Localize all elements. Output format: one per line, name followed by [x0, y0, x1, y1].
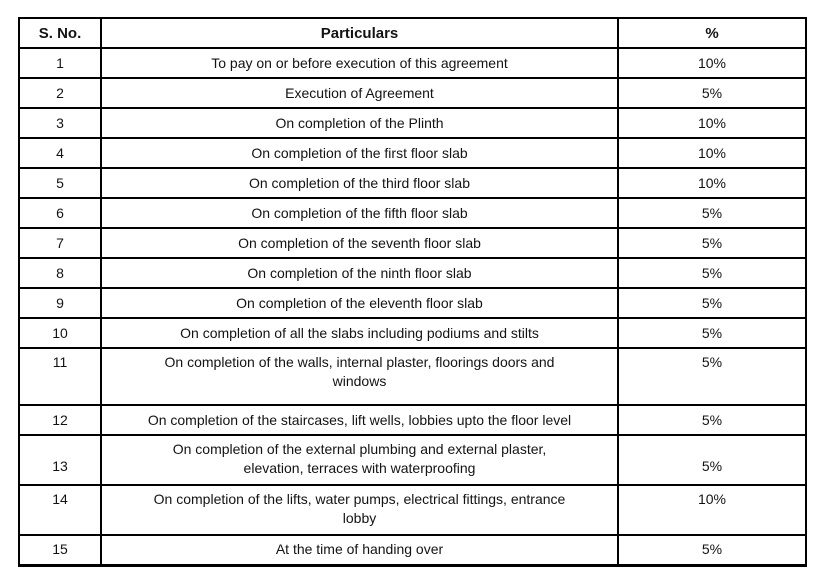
percent-cell: 5% — [618, 405, 806, 435]
sno-cell: 13 — [19, 435, 101, 485]
percent-cell: 10% — [618, 108, 806, 138]
particulars-cell: On completion of the ninth floor slab — [101, 258, 618, 288]
table-head — [19, 18, 806, 48]
sno-cell: 7 — [19, 228, 101, 258]
particulars-cell: On completion of the eleventh floor slab — [101, 288, 618, 318]
percent-cell: 10% — [618, 138, 806, 168]
percent-cell: 10% — [618, 168, 806, 198]
table-row — [19, 228, 806, 258]
sno-cell: 1 — [19, 48, 101, 78]
sno-cell: 5 — [19, 168, 101, 198]
sno-cell: 9 — [19, 288, 101, 318]
percent-cell: 5% — [618, 258, 806, 288]
particulars-cell: On completion of the Plinth — [101, 108, 618, 138]
particulars-cell: On completion of the seventh floor slab — [101, 228, 618, 258]
table-row — [19, 48, 806, 78]
table-row — [19, 168, 806, 198]
particulars-cell: On completion of the third floor slab — [101, 168, 618, 198]
percent-cell: 5% — [618, 198, 806, 228]
table-row — [19, 535, 806, 565]
particulars-cell: On completion of the walls, internal plaster, floorings doors and windows — [101, 348, 618, 405]
sno-cell: 4 — [19, 138, 101, 168]
sno-cell: 2 — [19, 78, 101, 108]
particulars-cell: On completion of the first floor slab — [101, 138, 618, 168]
header-percent: % — [618, 18, 806, 48]
table-row — [19, 318, 806, 348]
sno-cell: 6 — [19, 198, 101, 228]
table-row — [19, 108, 806, 138]
sno-cell: 15 — [19, 535, 101, 565]
table-row — [19, 138, 806, 168]
percent-cell: 5% — [618, 348, 806, 405]
particulars-cell: On completion of the staircases, lift wells, lobbies upto the floor level — [101, 405, 618, 435]
percent-cell: 5% — [618, 535, 806, 565]
percent-cell: 10% — [618, 48, 806, 78]
percent-cell: 10% — [618, 485, 806, 535]
table-row — [19, 435, 806, 485]
sno-cell: 11 — [19, 348, 101, 405]
particulars-cell: To pay on or before execution of this agreement — [101, 48, 618, 78]
table-row — [19, 405, 806, 435]
table-row — [19, 78, 806, 108]
table-row — [19, 288, 806, 318]
header-sno: S. No. — [19, 18, 101, 48]
sno-cell: 10 — [19, 318, 101, 348]
sno-cell: 12 — [19, 405, 101, 435]
particulars-cell: At the time of handing over — [101, 535, 618, 565]
header-particulars: Particulars — [101, 18, 618, 48]
particulars-cell: On completion of the fifth floor slab — [101, 198, 618, 228]
particulars-cell: On completion of the external plumbing and external plaster, elevation, terraces with waterproofing — [101, 435, 618, 485]
table-row — [19, 348, 806, 405]
percent-cell: 5% — [618, 435, 806, 485]
payment-schedule-table — [18, 17, 807, 567]
particulars-cell: On completion of the lifts, water pumps, electrical fittings, entrance lobby — [101, 485, 618, 535]
percent-cell: 5% — [618, 78, 806, 108]
table-row — [19, 485, 806, 535]
percent-cell: 5% — [618, 318, 806, 348]
sno-cell: 14 — [19, 485, 101, 535]
table-row — [19, 198, 806, 228]
particulars-cell: Execution of Agreement — [101, 78, 618, 108]
table-row — [19, 258, 806, 288]
table-body — [19, 48, 806, 565]
percent-cell: 5% — [618, 228, 806, 258]
percent-cell: 5% — [618, 288, 806, 318]
header-row — [19, 18, 806, 48]
sno-cell: 3 — [19, 108, 101, 138]
sno-cell: 8 — [19, 258, 101, 288]
particulars-cell: On completion of all the slabs including podiums and stilts — [101, 318, 618, 348]
